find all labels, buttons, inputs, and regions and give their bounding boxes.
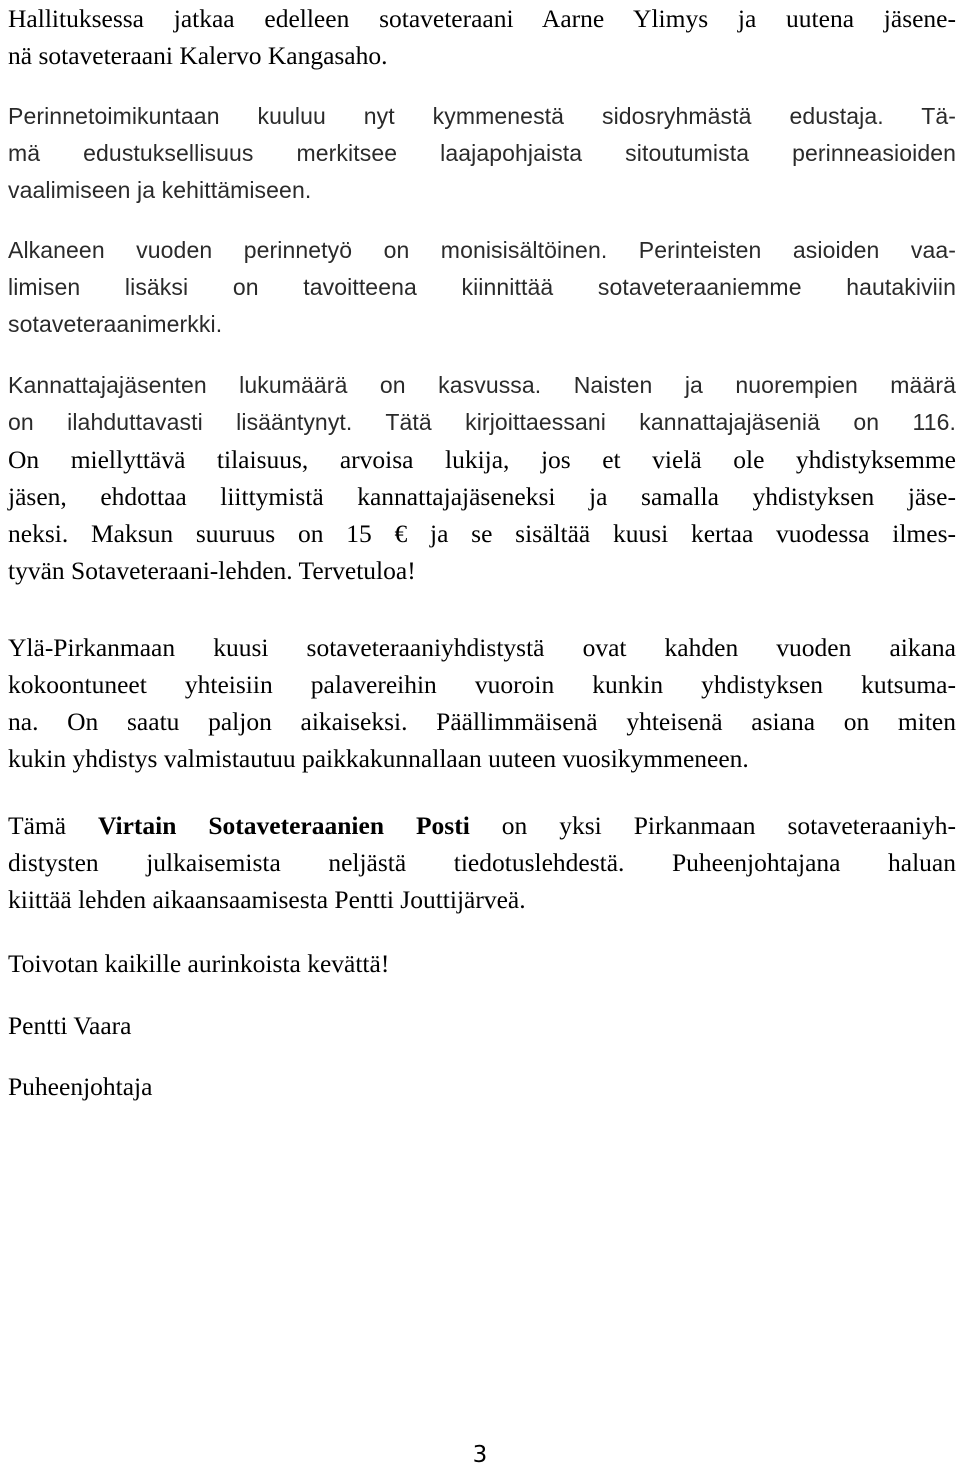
text-line: Puheenjohtaja [8,1072,153,1101]
paragraph-yla-pirkanmaa [8,629,956,777]
publication-name: Virtain Sotaveteraanien Posti [98,811,470,840]
text-line: Ylä-Pirkanmaan kuusi sotaveteraaniyhdistystä ovat kahden vuoden aikana [8,633,956,662]
text-line: nä sotaveteraani Kalervo Kangasaho. [8,41,388,70]
text-line: jäsen, ehdottaa liittymistä kannattajajäseneksi ja samalla yhdistyksen jäse- [8,482,956,511]
text-line: mä edustuksellisuus merkitsee laajapohjaista sitoutumista perinneasioiden [8,140,956,166]
text-line: Toivotan kaikille aurinkoista kevättä! [8,949,390,978]
paragraph-supporting-members [8,367,956,589]
text-line: Perinnetoimikuntaan kuuluu nyt kymmenestä sidosryhmästä edustaja. Tä- [8,103,956,129]
signature-title [8,1068,956,1105]
text-line: Kannattajajäsenten lukumäärä on kasvussa. Naisten ja nuorempien määrä [8,372,956,398]
paragraph-newsletter [8,807,956,918]
text-line: distysten julkaisemista neljästä tiedotuslehdestä. Puheenjohtajana haluan [8,848,956,877]
paragraph-greeting [8,945,956,982]
text-run: on yksi Pirkanmaan sotaveteraaniyh- [469,811,956,840]
text-line [8,807,956,844]
text-line: Alkaneen vuoden perinnetyö on monisisältöinen. Perinteisten asioiden vaa- [8,237,956,263]
page-number: 3 [472,1442,488,1468]
paragraph-heritage-committee [8,98,956,209]
text-line: on ilahduttavasti lisääntynyt. Tätä kirjoittaessani kannattajajäseniä on 116. [8,409,956,435]
paragraph-heritage-work [8,232,956,343]
text-line: kiittää lehden aikaansaamisesta Pentti Jouttijärveä. [8,885,526,914]
text-line: neksi. Maksun suuruus on 15 € ja se sisältää kuusi kertaa vuodessa ilmes- [8,519,956,548]
text-line: na. On saatu paljon aikaiseksi. Päällimmäisenä yhteisenä asiana on miten [8,707,956,736]
paragraph-board [8,0,956,74]
text-line: On miellyttävä tilaisuus, arvoisa lukija, jos et vielä ole yhdistyksemme [8,445,956,474]
text-line: Hallituksessa jatkaa edelleen sotaveteraani Aarne Ylimys ja uutena jäsene- [8,4,956,33]
text-line: kukin yhdistys valmistautuu paikkakunnallaan uuteen vuosikymmeneen. [8,744,749,773]
text-line: tyvän Sotaveteraani-lehden. Tervetuloa! [8,556,416,585]
signature-name [8,1007,956,1044]
text-line: vaalimiseen ja kehittämiseen. [8,177,312,203]
text-run: Tämä [8,811,99,840]
text-line: limisen lisäksi on tavoitteena kiinnittää sotaveteraaniemme hautakiviin [8,274,956,300]
text-line: Pentti Vaara [8,1011,132,1040]
text-line: sotaveteraanimerkki. [8,311,223,337]
text-line: kokoontuneet yhteisiin palavereihin vuoroin kunkin yhdistyksen kutsuma- [8,670,956,699]
